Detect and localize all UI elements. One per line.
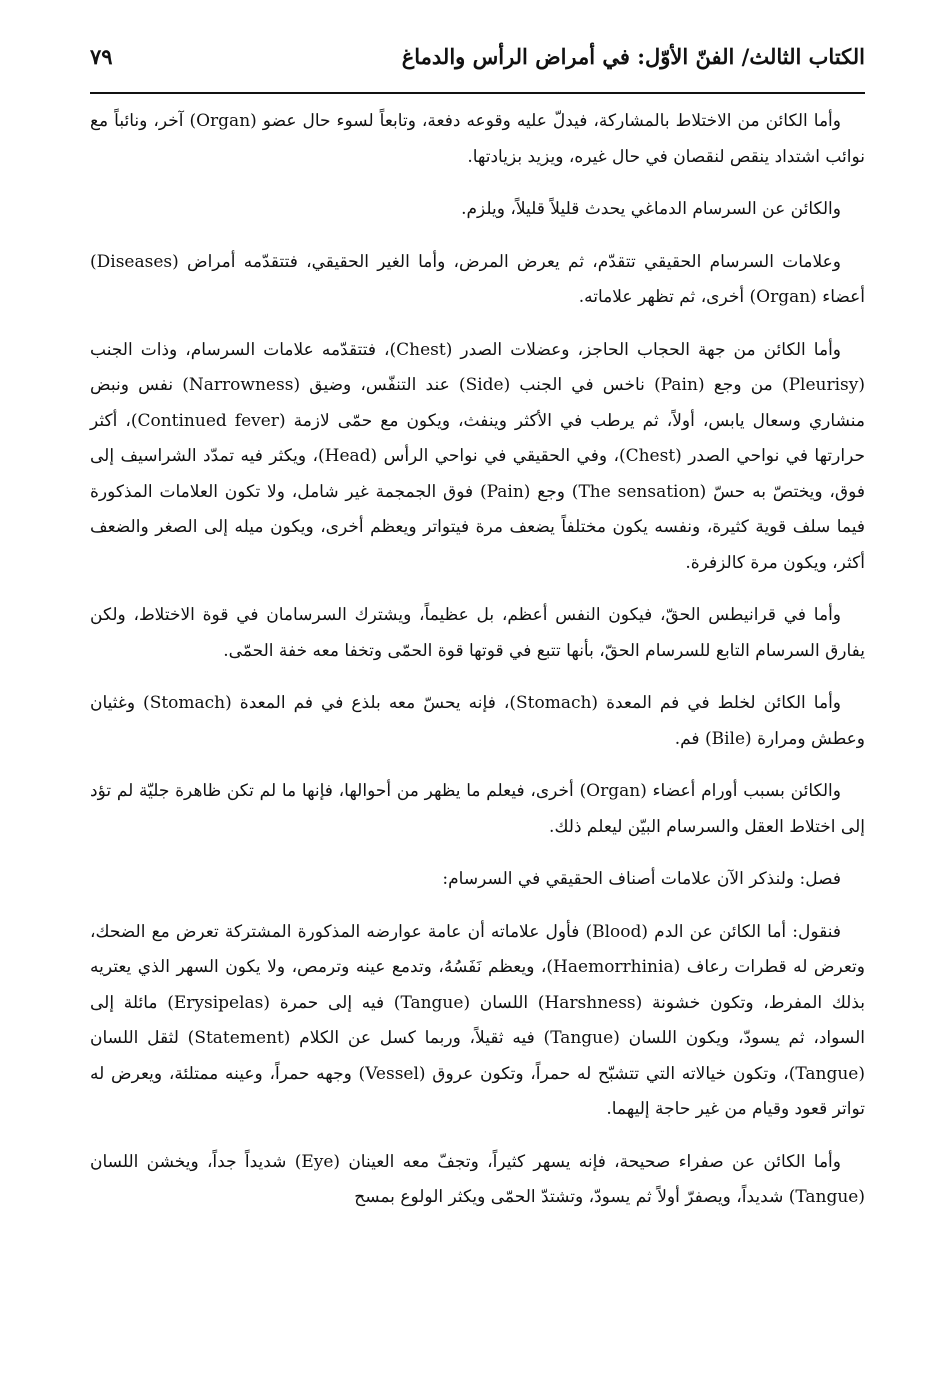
paragraph: وأما الكائن من جهة الحجاب الحاجز، وعضلات الصدر (Chest)، فتتقدّمه علامات السرسام، وذات الجنب (Pleurisy) من وجع (Pain) ناخس في الجنب (Side) عند التنفّس، وضيق (Narrowness) نفس ونبض منشاري وسعال يابس، أولاً، ثم يرطب في الأكثر وينفث، ويكون مع حمّى لازمة (Continued fever)، أكثر حرارتها في نواحي الصدر (Chest)، وفي الحقيقي في نواحي الرأس (Head)، ويكثر فيه تمدّد الشراسيف إلى فوق، ويختصّ به حسّ (The sensation) وجع (Pain) فوق الجمجمة غير شامل، ولا تكون العلامات المذكورة فيما سلف قوية كثيرة، ونفسه يكون مختلفاً يضعف مرة فيتواتر ويعظم أخرى، ويكون ميله إلى الصغر والضعف أكثر، ويكون مرة كالزفرة. xyxy=(90,339,866,573)
running-title: الكتاب الثالث/ الفنّ الأوّل: في أمراض الرأس والدماغ xyxy=(401,44,865,69)
paragraph: وأما في قرانيطس الحقّ، فيكون النفس أعظم، بل عظيماً، ويشترك السرسامان في قوة الاختلاط، ولكن يفارق السرسام التابع للسرسام الحقّ، بأنها تتبع في قوتها قوة الحمّى وتخفا معه خفة الحمّى. xyxy=(90,605,865,661)
section-heading: فصل: ولنذكر الآن علامات أصناف الحقيقي في السرسام: xyxy=(442,869,841,889)
page-body xyxy=(90,104,865,1233)
page-number: ٧٩ xyxy=(90,44,113,69)
page-header xyxy=(90,40,865,84)
paragraph: وعلامات السرسام الحقيقي تتقدّم، ثم يعرض المرض، وأما الغير الحقيقي، فتتقدّمه أمراض (Diseases) أعضاء (Organ) أخرى، ثم تظهر علاماته. xyxy=(90,251,865,307)
paragraph: وأما الكائن من الاختلاط بالمشاركة، فيدلّ عليه وقوعه دفعة، وتابعاً لسوء حال عضو (Organ) آخر، ونائباً مع نوائب اشتداد ينقص لنقصان في حال غيره، ويزيد بزيادتها. xyxy=(90,111,865,167)
paragraph: والكائن عن السرسام الدماغي يحدث قليلاً قليلاً، ويلزم. xyxy=(461,199,841,219)
paragraph: فنقول: أما الكائن عن الدم (Blood) فأول علاماته أن عامة عوارضه المذكورة المشتركة تعرض مع الضحك، وتعرض له قطرات رعاف (Haemorrhinia)، ويعظم نَفَسُهُ، وتدمع عينه وترمص، ولا يكون السهر الذي يعتريه بذلك المفرط، وتكون خشونة (Harshness) اللسان (Tangue) فيه إلى حمرة (Erysipelas) مائلة إلى السواد، ثم يسودّ، ويكون اللسان (Tangue) فيه ثقيلاً، وربما كسل عن الكلام (Statement) لثقل اللسان (Tangue)، وتكون خيالاته التي تتشبّح له حمراً، وتكون عروق (Vessel) وجهه حمراً، وعينه ممتلئة، ويعرض له تواتر قعود وقيام من غير حاجة إليهما. xyxy=(90,921,865,1119)
paragraph: وأما الكائن لخلط في فم المعدة (Stomach)، فإنه يحسّ معه بلذع في فم المعدة (Stomach) وغثيان وعطش ومرارة (Bile) فم. xyxy=(90,693,865,749)
paragraph: والكائن بسبب أورام أعضاء (Organ) أخرى، فيعلم ما يظهر من أحوالها، فإنها ما لم تكن ظاهرة جليّة لم تؤد إلى اختلاط العقل والسرسام البيّن ليعلم ذلك. xyxy=(90,781,865,837)
header-divider xyxy=(90,92,865,94)
paragraph: وأما الكائن عن صفراء صحيحة، فإنه يسهر كثيراً، وتجفّ معه العينان (Eye) شديداً جداً، ويخشن اللسان (Tangue) شديداً، ويصفرّ أولاً ثم يسودّ، وتشتدّ الحمّى ويكثر الولوع بمسح xyxy=(90,1151,865,1207)
book-page xyxy=(90,0,865,1389)
